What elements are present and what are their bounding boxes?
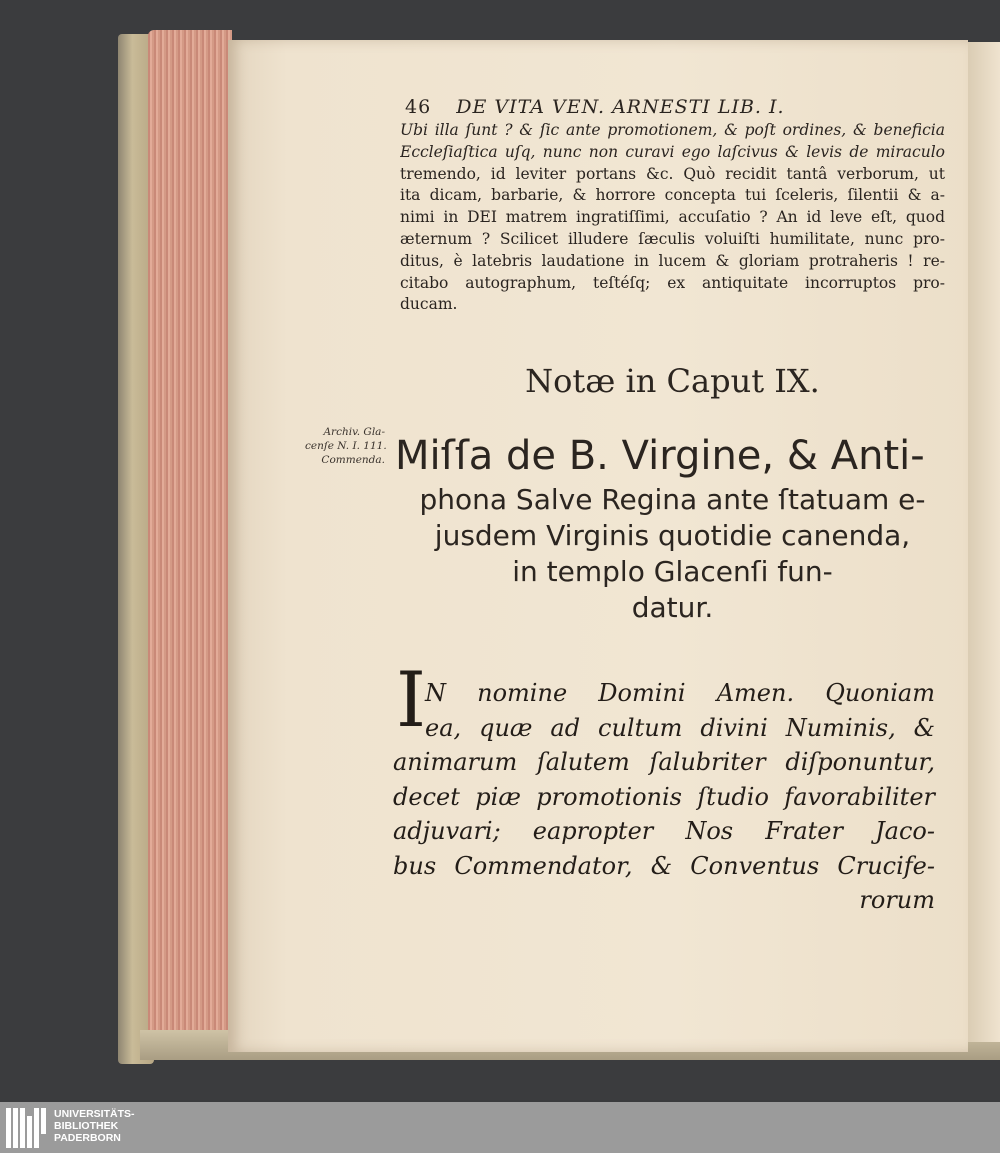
text-line: Ubi illa ſunt ? & ſic ante promotionem, & poſt ordines, & beneficia bbox=[400, 121, 945, 139]
page-number: 46 bbox=[405, 96, 432, 118]
charter-line: animarum ſalutem ſalubriter diſponuntur, bbox=[393, 748, 935, 776]
notes-heading: Notæ in Caput IX. bbox=[525, 362, 820, 400]
charter-line: decet piæ promotionis ſtudio favorabiliter bbox=[393, 782, 935, 811]
text-line: ditus, è latebris laudatione in lucem & gloriam protraheris ! re- bbox=[400, 251, 945, 270]
heading-line: datur. bbox=[631, 591, 714, 624]
running-title: DE VITA VEN. ARNESTI LIB. I. bbox=[456, 96, 785, 118]
page-fore-edge bbox=[148, 30, 232, 1045]
body-paragraph bbox=[400, 120, 945, 316]
heading-line: Miſſa de B. Virgine, & Anti- bbox=[395, 433, 925, 479]
charter-line: bus Commendator, & Conventus Crucife- bbox=[393, 851, 935, 880]
section-heading bbox=[395, 430, 950, 626]
heading-line: jusdem Virginis quotidie canenda, bbox=[434, 519, 911, 552]
text-line: nimi in DEI matrem ingratiſſimi, accuſatio ? An id leve eſt, quod bbox=[400, 208, 945, 227]
charter-text bbox=[393, 676, 935, 918]
margin-note-line: Commenda. bbox=[321, 454, 385, 466]
margin-note-line: cenſe N. I. 111. bbox=[305, 440, 387, 452]
margin-note bbox=[305, 425, 385, 467]
footer-bar bbox=[0, 1102, 1000, 1153]
drop-cap: I bbox=[396, 655, 427, 744]
text-line: citabo autographum, teſtéſq; ex antiquitate incorruptos pro- bbox=[400, 273, 945, 292]
charter-line: N nomine Domini Amen. Quoniam bbox=[425, 679, 935, 707]
text-line: Eccleſiaſtica uſq, nunc non curavi ego laſcivus & levis de miraculo bbox=[400, 142, 945, 161]
text-line: æternum ? Scilicet illudere ſæculis voluiſti humilitate, nunc pro- bbox=[400, 229, 945, 248]
text-line: ita dicam, barbarie, & horrore concepta tui ſceleris, ſilentii & a- bbox=[400, 186, 945, 205]
heading-line: in templo Glacenſi fun- bbox=[512, 555, 833, 588]
library-logo-icon bbox=[6, 1108, 48, 1148]
facing-page-edge bbox=[966, 42, 1000, 1042]
library-logo-text: UNIVERSITÄTS- BIBLIOTHEK PADERBORN bbox=[54, 1108, 135, 1144]
catchword: rorum bbox=[859, 886, 935, 914]
charter-line: adjuvari; eapropter Nos Frater Jaco- bbox=[393, 817, 935, 845]
heading-line: phona Salve Regina ante ſtatuam e- bbox=[419, 483, 926, 516]
running-head bbox=[405, 96, 925, 120]
text-line: tremendo, id leviter portans &c. Quò recidit tantâ verborum, ut bbox=[400, 164, 945, 183]
text-line: ducam. bbox=[400, 295, 458, 314]
margin-note-line: Archiv. Gla- bbox=[323, 426, 385, 438]
charter-line: ea, quæ ad cultum divini Numinis, & bbox=[425, 713, 935, 742]
